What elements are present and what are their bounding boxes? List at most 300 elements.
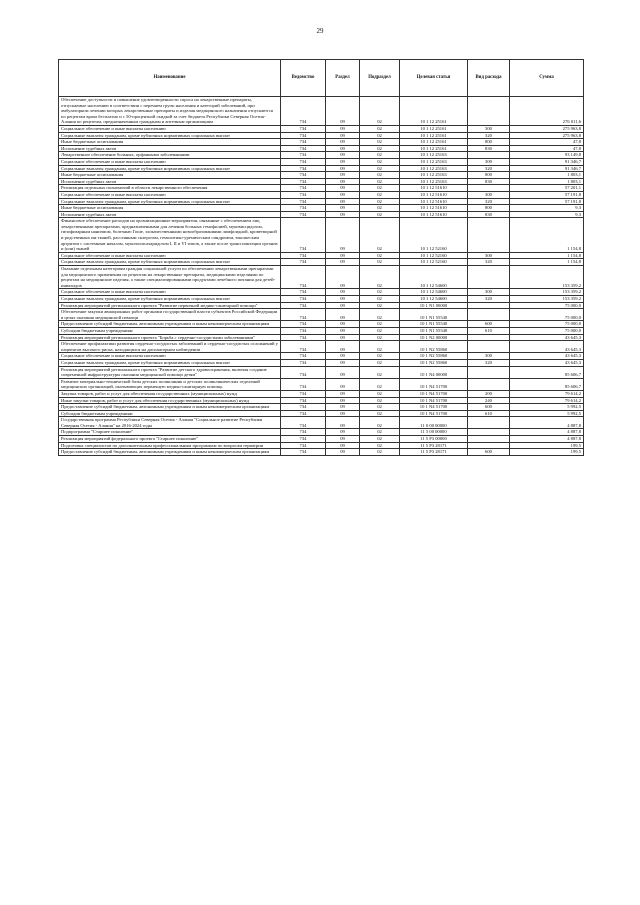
row-name: Предоставление субсидий бюджетным, автономным учреждениям и иным некоммерческим организациям [59,449,281,456]
header-name: Наименование [59,60,281,97]
row-rashod [468,334,510,341]
row-target: 10 1 N1 55540 [400,321,468,328]
row-summa: 79 614,2 [510,397,584,404]
row-summa: 153 359,2 [510,289,584,296]
row-summa: 75 000,0 [510,327,584,334]
row-razdel: 09 [326,205,360,212]
row-razdel: 09 [326,132,360,139]
row-podrazdel: 02 [360,198,400,205]
row-podrazdel: 02 [360,266,400,289]
row-razdel: 09 [326,442,360,449]
row-rashod: 830 [468,145,510,152]
row-podrazdel: 02 [360,334,400,341]
row-summa: 9,3 [510,205,584,212]
row-razdel: 09 [326,390,360,397]
row-vedomstvo: 734 [281,327,326,334]
table-row [59,139,584,146]
header-target: Целевая статья [400,60,468,97]
row-vedomstvo: 734 [281,132,326,139]
row-name: Социальные выплаты гражданам, кроме публичных нормативных социальных выплат [59,359,281,366]
row-rashod [468,436,510,443]
row-summa: 91 346,7 [510,165,584,172]
row-summa: 9,3 [510,211,584,218]
row-rashod: 320 [468,198,510,205]
row-target: 11 5 00 00000 [400,429,468,436]
row-name: Социальные выплаты гражданам, кроме публичных нормативных социальных выплат [59,198,281,205]
row-vedomstvo: 734 [281,449,326,456]
row-name: Предоставление субсидий бюджетным, автономным учреждениям и иным некоммерческим организациям [59,321,281,328]
row-name: Обеспечение закупки авиационных работ органами государственной власти субъектов Российской Федерации в целях оказания медицинской помощи [59,309,281,321]
row-name: Реализация мероприятий регионального проекта "Развитие детского здравоохранения, включая создание современной инфраструктуры оказания медицинской помощи детям" [59,366,281,378]
row-target: 10 1 12 51610 [400,211,468,218]
row-razdel: 09 [326,410,360,417]
row-name: Реализация отдельных полномочий в области лекарственного обеспечения [59,185,281,192]
row-name: Реализация мероприятий регионального проекта "Борьба с сердечно-сосудистыми заболеваниями" [59,334,281,341]
row-summa: 4 887,8 [510,417,584,429]
table-row [59,97,584,126]
row-target: 10 1 12 52160 [400,259,468,266]
row-razdel: 09 [326,302,360,309]
table-row [59,198,584,205]
row-razdel: 09 [326,353,360,360]
row-vedomstvo: 734 [281,205,326,212]
table-row [59,185,584,192]
row-rashod [468,97,510,126]
row-rashod: 320 [468,296,510,303]
row-summa: 91 346,7 [510,158,584,165]
row-summa: 5 992,5 [510,404,584,411]
row-razdel: 09 [326,366,360,378]
row-target: 10 1 N4 51700 [400,390,468,397]
row-summa: 43 645,3 [510,341,584,353]
row-vedomstvo: 734 [281,198,326,205]
row-podrazdel: 02 [360,139,400,146]
row-target: 10 1 12 51610 [400,198,468,205]
row-podrazdel: 02 [360,353,400,360]
row-target: 10 1 12 52160 [400,252,468,259]
row-target: 11 0 00 00000 [400,417,468,429]
row-rashod [468,366,510,378]
row-summa: 1 803,1 [510,172,584,179]
table-row [59,172,584,179]
row-target: 10 1 12 25161 [400,145,468,152]
row-razdel: 09 [326,334,360,341]
row-podrazdel: 02 [360,178,400,185]
row-razdel: 09 [326,417,360,429]
row-name: Исполнение судебных актов [59,145,281,152]
row-rashod: 830 [468,211,510,218]
row-rashod: 610 [468,327,510,334]
row-rashod [468,341,510,353]
row-target: 10 1 N4 00000 [400,366,468,378]
table-row [59,252,584,259]
table-row [59,417,584,429]
row-vedomstvo: 734 [281,165,326,172]
header-vedomstvo: Ведомство [281,60,326,97]
table-row [59,442,584,449]
row-rashod [468,152,510,159]
row-name: Реализация мероприятий федерального проекта "Старшее поколение" [59,436,281,443]
row-vedomstvo: 734 [281,152,326,159]
row-rashod: 320 [468,359,510,366]
row-podrazdel: 02 [360,289,400,296]
row-target: 10 1 12 51610 [400,185,468,192]
row-name: Оказание отдельным категориям граждан социальной услуги по обеспечению лекарственными препаратами для медицинского применения по рецептам на лекарственные препараты, медицинскими изделиями по рецептам на медицинские изделия, а также специализированными продуктами лечебного питания для детей-инвалидов [59,266,281,289]
row-target: 10 1 12 54600 [400,296,468,303]
row-podrazdel: 02 [360,185,400,192]
row-vedomstvo: 734 [281,366,326,378]
row-vedomstvo: 734 [281,341,326,353]
row-podrazdel: 02 [360,97,400,126]
row-rashod: 200 [468,390,510,397]
row-razdel: 09 [326,359,360,366]
table-row [59,178,584,185]
row-name: Подготовка специалистов по дополнительным профессиональным программам по вопросам гериатрии [59,442,281,449]
row-target: 10 1 N4 51700 [400,404,468,411]
row-podrazdel: 02 [360,145,400,152]
row-podrazdel: 02 [360,321,400,328]
row-rashod [468,378,510,390]
row-razdel: 09 [326,429,360,436]
row-podrazdel: 02 [360,158,400,165]
row-target: 10 1 12 25163 [400,152,468,159]
row-vedomstvo: 734 [281,378,326,390]
row-podrazdel: 02 [360,378,400,390]
row-summa: 1 803,1 [510,178,584,185]
row-razdel: 09 [326,397,360,404]
row-vedomstvo: 734 [281,436,326,443]
row-summa: 85 606,7 [510,378,584,390]
row-razdel: 09 [326,152,360,159]
row-name: Иные бюджетные ассигнования [59,172,281,179]
row-name: Социальные выплаты гражданам, кроме публичных нормативных социальных выплат [59,132,281,139]
row-name: Социальное обеспечение и иные выплаты населению [59,289,281,296]
row-razdel: 09 [326,139,360,146]
row-razdel: 09 [326,309,360,321]
row-summa: 57 191,8 [510,198,584,205]
row-razdel: 09 [326,449,360,456]
header-summa: Сумма [510,60,584,97]
table-row [59,353,584,360]
row-vedomstvo: 734 [281,359,326,366]
row-target: 10 1 N1 55540 [400,309,468,321]
row-razdel: 09 [326,296,360,303]
row-target: 10 1 12 25163 [400,165,468,172]
row-rashod [468,429,510,436]
row-target: 10 1 12 25163 [400,158,468,165]
row-rashod: 240 [468,397,510,404]
row-target: 10 1 12 25161 [400,139,468,146]
row-vedomstvo: 734 [281,211,326,218]
table-row [59,302,584,309]
row-name: Финансовое обеспечение расходов на организационные мероприятия, связанные с обеспечением лиц лекарственными препаратами, предназначенными для лечения больных гемофилией, муковисцидозом, гипофизарным нанизмом, болезнью Гоше, злокачественными новообразованиями лимфоидной, кроветворной и родственных им тканей, рассеянным склерозом, гемолитико-уремическим синдромом, юношеским артритом с системным началом, мукополисахаридозом I, II и VI типов, а также после трансплантации органов и (или) тканей [59,218,281,253]
row-vedomstvo: 734 [281,289,326,296]
table-row [59,218,584,253]
row-podrazdel: 02 [360,211,400,218]
row-name: Социальное обеспечение и иные выплаты населению [59,353,281,360]
row-summa: 43 645,3 [510,359,584,366]
row-vedomstvo: 734 [281,191,326,198]
row-summa: 4 887,8 [510,436,584,443]
row-razdel: 09 [326,145,360,152]
row-razdel: 09 [326,185,360,192]
budget-table [58,59,584,456]
row-razdel: 09 [326,191,360,198]
row-target: 11 5 P3 00000 [400,436,468,443]
row-rashod: 800 [468,205,510,212]
table-row [59,366,584,378]
row-podrazdel: 02 [360,429,400,436]
row-vedomstvo: 734 [281,404,326,411]
row-razdel: 09 [326,259,360,266]
row-razdel: 09 [326,125,360,132]
table-row [59,378,584,390]
row-vedomstvo: 734 [281,145,326,152]
row-rashod: 320 [468,259,510,266]
row-summa: 75 000,0 [510,321,584,328]
row-target: 10 1 N2 00000 [400,334,468,341]
row-name: Закупка товаров, работ и услуг для обеспечения государственных (муниципальных) нужд [59,390,281,397]
row-name: Иные бюджетные ассигнования [59,205,281,212]
row-podrazdel: 02 [360,125,400,132]
row-summa: 1 154,8 [510,259,584,266]
table-row [59,429,584,436]
row-podrazdel: 02 [360,341,400,353]
row-summa: 5 992,5 [510,410,584,417]
table-row [59,321,584,328]
row-podrazdel: 02 [360,417,400,429]
row-target: 10 1 12 52160 [400,218,468,253]
row-vedomstvo: 734 [281,353,326,360]
row-podrazdel: 02 [360,132,400,139]
row-vedomstvo: 734 [281,309,326,321]
header-razdel: Раздел [326,60,360,97]
row-vedomstvo: 734 [281,125,326,132]
row-vedomstvo: 734 [281,178,326,185]
row-vedomstvo: 734 [281,417,326,429]
row-rashod: 600 [468,321,510,328]
row-rashod: 800 [468,172,510,179]
row-vedomstvo: 734 [281,158,326,165]
row-summa: 47,8 [510,145,584,152]
table-header-row [59,60,584,97]
row-summa: 75 000,0 [510,302,584,309]
row-razdel: 09 [326,178,360,185]
row-razdel: 09 [326,266,360,289]
row-rashod: 830 [468,178,510,185]
row-name: Подпрограмма "Старшее поколение" [59,429,281,436]
row-vedomstvo: 734 [281,296,326,303]
row-target: 11 5 P3 28171 [400,449,468,456]
row-summa: 1 154,8 [510,252,584,259]
table-row [59,436,584,443]
row-target: 10 1 12 25163 [400,178,468,185]
row-name: Социальные выплаты гражданам, кроме публичных нормативных социальных выплат [59,296,281,303]
row-target: 10 1 N1 55540 [400,327,468,334]
row-rashod [468,309,510,321]
row-podrazdel: 02 [360,359,400,366]
row-summa: 1 154,8 [510,218,584,253]
row-name: Социальные выплаты гражданам, кроме публичных нормативных социальных выплат [59,165,281,172]
row-name: Иные закупки товаров, работ и услуг для обеспечения государственных (муниципальных) нужд [59,397,281,404]
table-row [59,404,584,411]
row-target: 10 1 N2 55860 [400,359,468,366]
row-rashod [468,218,510,253]
row-rashod: 300 [468,191,510,198]
row-razdel: 09 [326,165,360,172]
row-vedomstvo: 734 [281,321,326,328]
row-rashod: 320 [468,132,510,139]
row-target: 10 1 12 25163 [400,172,468,179]
row-podrazdel: 02 [360,252,400,259]
row-summa: 57 191,8 [510,191,584,198]
row-podrazdel: 02 [360,410,400,417]
row-podrazdel: 02 [360,296,400,303]
row-vedomstvo: 734 [281,266,326,289]
row-rashod: 610 [468,410,510,417]
row-rashod: 600 [468,449,510,456]
row-target: 10 1 12 25161 [400,97,468,126]
row-rashod [468,185,510,192]
row-razdel: 09 [326,198,360,205]
row-podrazdel: 02 [360,390,400,397]
row-razdel: 09 [326,211,360,218]
row-summa: 153 359,2 [510,266,584,289]
row-summa: 199,5 [510,449,584,456]
row-summa: 153 359,2 [510,296,584,303]
row-summa: 57 201,1 [510,185,584,192]
row-target: 10 1 12 51610 [400,205,468,212]
table-row [59,289,584,296]
row-razdel: 09 [326,404,360,411]
row-razdel: 09 [326,97,360,126]
row-summa: 276 011,6 [510,97,584,126]
table-row [59,211,584,218]
row-podrazdel: 02 [360,152,400,159]
row-name: Социальное обеспечение и иные выплаты населению [59,252,281,259]
row-name: Развитие материально-технической базы детских поликлиник и детских поликлинических отделений медицинских организаций, оказывающих первичную медико-санитарную помощь [59,378,281,390]
row-summa: 275 963,8 [510,132,584,139]
row-target: 10 1 N4 51700 [400,378,468,390]
row-podrazdel: 02 [360,449,400,456]
row-target: 10 1 N1 00000 [400,302,468,309]
row-vedomstvo: 734 [281,97,326,126]
row-razdel: 09 [326,218,360,253]
table-row [59,145,584,152]
row-vedomstvo: 734 [281,390,326,397]
row-razdel: 09 [326,289,360,296]
row-vedomstvo: 734 [281,397,326,404]
page-number: 29 [316,27,324,35]
row-podrazdel: 02 [360,165,400,172]
row-vedomstvo: 734 [281,334,326,341]
row-vedomstvo: 734 [281,429,326,436]
table-row [59,205,584,212]
table-row [59,296,584,303]
row-summa: 75 000,0 [510,309,584,321]
row-target: 10 1 12 54600 [400,266,468,289]
table-row [59,165,584,172]
row-name: Социальное обеспечение и иные выплаты населению [59,191,281,198]
row-vedomstvo: 734 [281,252,326,259]
row-name: Исполнение судебных актов [59,211,281,218]
row-podrazdel: 02 [360,172,400,179]
table-row [59,152,584,159]
row-rashod [468,302,510,309]
row-razdel: 09 [326,378,360,390]
row-name: Обеспечение профилактики развития сердечно-сосудистых заболеваний и сердечно-сосудистых осложнений у пациентов высокого риска, находящихся на диспансерном наблюдении [59,341,281,353]
row-target: 10 1 N4 51700 [400,397,468,404]
row-summa: 93 149,8 [510,152,584,159]
row-podrazdel: 02 [360,327,400,334]
row-vedomstvo: 734 [281,172,326,179]
row-rashod: 300 [468,289,510,296]
row-razdel: 09 [326,341,360,353]
table-body [59,97,584,456]
row-summa: 79 614,2 [510,390,584,397]
row-target: 11 5 P3 28171 [400,442,468,449]
table-row [59,266,584,289]
row-vedomstvo: 734 [281,139,326,146]
row-summa: 4 887,8 [510,429,584,436]
table-row [59,449,584,456]
row-name: Социальное обеспечение и иные выплаты населению [59,158,281,165]
row-target: 10 1 12 25161 [400,132,468,139]
table-row [59,410,584,417]
row-target: 10 1 N4 51700 [400,410,468,417]
row-rashod: 300 [468,353,510,360]
table-row [59,125,584,132]
row-name: Реализация мероприятий регионального проекта "Развитие первичной медико-санитарной помощи" [59,302,281,309]
row-vedomstvo: 734 [281,410,326,417]
row-name: Субсидии бюджетным учреждениям [59,327,281,334]
row-name: Субсидии бюджетным учреждениям [59,410,281,417]
row-podrazdel: 02 [360,259,400,266]
row-name: Предоставление субсидий бюджетным, автономным учреждениям и иным некоммерческим организациям [59,404,281,411]
row-vedomstvo: 734 [281,442,326,449]
row-podrazdel: 02 [360,191,400,198]
row-podrazdel: 02 [360,218,400,253]
row-razdel: 09 [326,321,360,328]
row-rashod: 600 [468,404,510,411]
row-vedomstvo: 734 [281,259,326,266]
row-name: Исполнение судебных актов [59,178,281,185]
row-podrazdel: 02 [360,436,400,443]
row-vedomstvo: 734 [281,218,326,253]
row-rashod: 320 [468,165,510,172]
table-row [59,359,584,366]
row-rashod [468,266,510,289]
row-rashod: 300 [468,158,510,165]
row-target: 10 1 12 54600 [400,289,468,296]
table-row [59,132,584,139]
table-row [59,397,584,404]
header-rashod: Вид расхода [468,60,510,97]
row-summa: 43 645,3 [510,353,584,360]
table-row [59,158,584,165]
table-row [59,191,584,198]
row-name: Социальное обеспечение и иные выплаты населению [59,125,281,132]
table-row [59,341,584,353]
table-row [59,334,584,341]
row-razdel: 09 [326,436,360,443]
row-summa: 43 645,3 [510,334,584,341]
row-podrazdel: 02 [360,366,400,378]
row-name: Лекарственное обеспечение больных, орфанными заболеваниями [59,152,281,159]
row-name: Государственная программа Республики Северная Осетия - Алания "Социальное развитие Республики Северная Осетия - Алания" на 2016-2024 годы [59,417,281,429]
row-summa: 275 963,8 [510,125,584,132]
row-rashod [468,417,510,429]
